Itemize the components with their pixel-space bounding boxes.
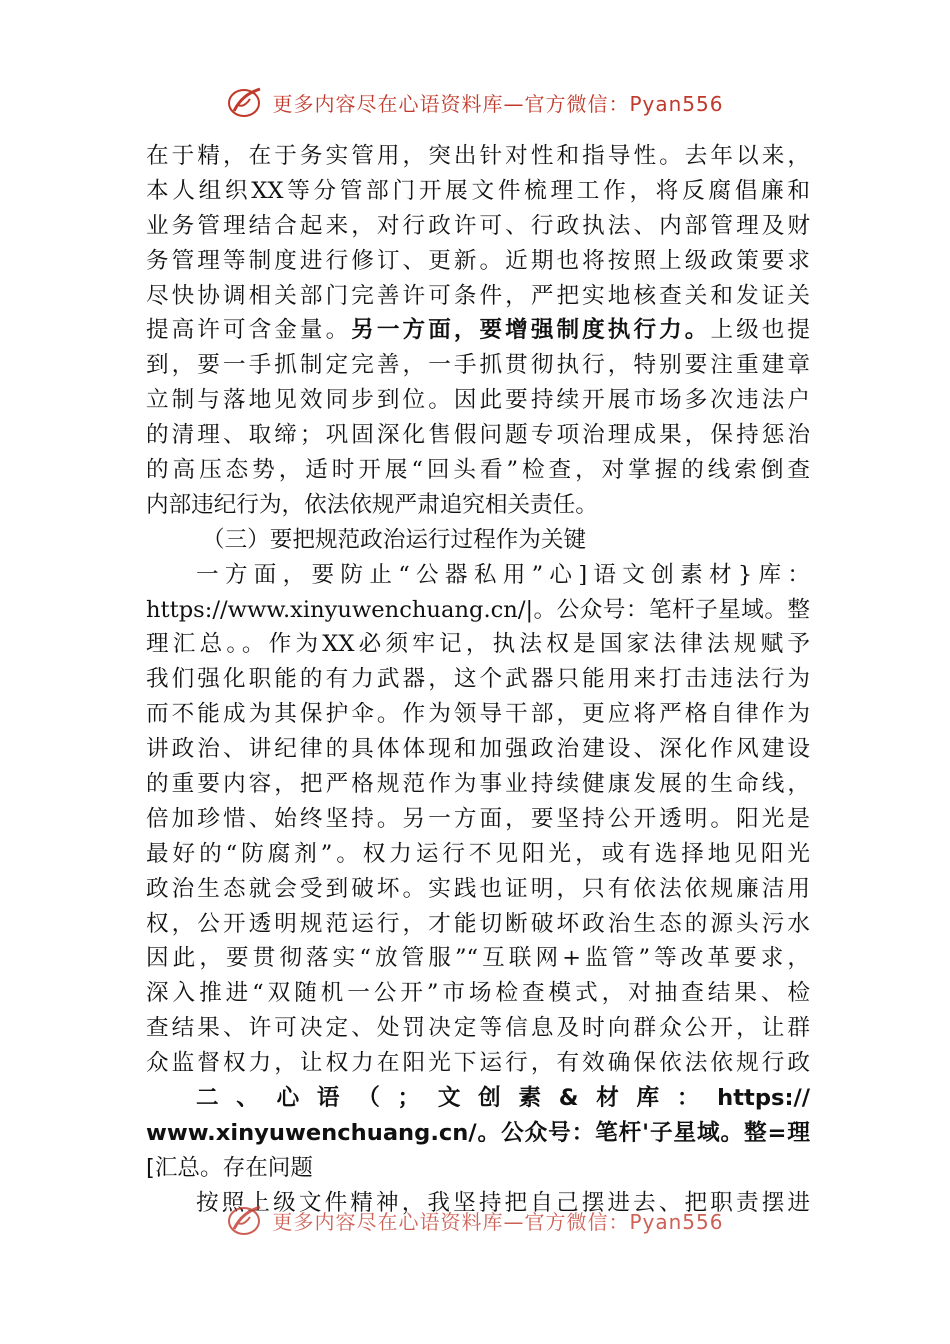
- text-line: 理汇总。。作为XX必须牢记，执法权是国家法律法规赋予: [146, 631, 810, 658]
- text-line: 权，公开透明规范运行，才能切断破坏政治生态的源头污水: [146, 910, 810, 937]
- text-line: 的高压态势，适时开展“回头看”检查，对掌握的线索倒查: [146, 457, 810, 484]
- text-line: 内部违纪行为，依法依规严肃追究相关责任。: [146, 491, 598, 518]
- text-line: 深入推进“双随机一公开”市场检查模式，对抽查结果、检: [146, 980, 810, 1007]
- section-heading-2-cont: [汇总。存在问题: [146, 1154, 313, 1181]
- text-span: 提高许可含金量。: [146, 317, 352, 344]
- text-line: 业务管理结合起来，对行政许可、行政执法、内部管理及财: [146, 212, 810, 239]
- text-line: 本人组织XX等分管部门开展文件梳理工作，将反腐倡廉和: [146, 177, 810, 204]
- section-heading-3: （三）要把规范政治运行过程作为关键: [202, 526, 587, 553]
- text-line: https://www.xinyuwenchuang.cn/|。公众号：笔杆子星域。整: [146, 596, 810, 623]
- watermark-banner-top: [0, 82, 950, 122]
- text-line: 讲政治、讲纪律的具体体现和加强政治建设、深化作风建设: [146, 736, 810, 763]
- text-line: 立制与落地见效同步到位。因此要持续开展市场多次违法户: [146, 387, 810, 414]
- bold-emphasis: 另一方面，要增强制度执行力。: [351, 317, 711, 344]
- text-line: 最好的“防腐剂”。权力运行不见阳光，或有选择地见阳光: [146, 840, 810, 867]
- text-line: 政治生态就会受到破坏。实践也证明，只有依法依规廉洁用: [146, 875, 810, 902]
- text-line: 在于精，在于务实管用，突出针对性和指导性。去年以来，: [146, 143, 810, 169]
- text-line: 倍加珍惜、始终坚持。另一方面，要坚持公开透明。阳光是: [146, 805, 810, 832]
- document-body: [146, 139, 810, 1221]
- watermark-text: 更多内容尽在心语资料库—官方微信：Pyan556: [272, 1209, 724, 1234]
- text-line: 的清理、取缔；巩固深化售假问题专项治理成果，保持惩治: [146, 422, 810, 449]
- text-line: 到，要一手抓制定完善，一手抓贯彻执行，特别要注重建章: [146, 352, 810, 379]
- text-line: 按照上级文件精神，我坚持把自己摆进去、把职责摆进: [196, 1189, 810, 1216]
- watermark-text: 更多内容尽在心语资料库—官方微信：Pyan556: [272, 91, 724, 116]
- text-line: 务管理等制度进行修订、更新。近期也将按照上级政策要求: [146, 247, 810, 274]
- text-line: 因此，要贯彻落实“放管服”“互联网+监管”等改革要求，: [146, 945, 810, 972]
- text-span: 上级也提: [710, 317, 810, 344]
- section-heading-2-cont: www.xinyuwenchuang.cn/。公众号：笔杆'子星域。整=理: [146, 1119, 810, 1146]
- brush-logo-icon: [226, 1203, 266, 1237]
- text-line: 尽快协调相关部门完善许可条件，严把实地核查关和发证关: [146, 282, 810, 309]
- text-line: 众监督权力，让权力在阳光下运行，有效确保依法依规行政: [146, 1050, 810, 1077]
- text-line: 我们强化职能的有力武器，这个武器只能用来打击违法行为: [146, 666, 810, 693]
- text-line: 一方面，要防止“公器私用”心]语文创素材}库：: [196, 561, 810, 588]
- text-line: 查结果、许可决定、处罚决定等信息及时向群众公开，让群: [146, 1015, 810, 1042]
- section-heading-2: 二、心语（；文创素&材库：https://: [196, 1085, 810, 1112]
- watermark-banner-bottom: [0, 1200, 950, 1240]
- text-line: 的重要内容，把严格规范作为事业持续健康发展的生命线，: [146, 771, 810, 798]
- text-line: 而不能成为其保护伞。作为领导干部，更应将严格自律作为: [146, 701, 810, 728]
- text-line-mixed: [146, 313, 810, 348]
- brush-logo-icon: [226, 85, 266, 119]
